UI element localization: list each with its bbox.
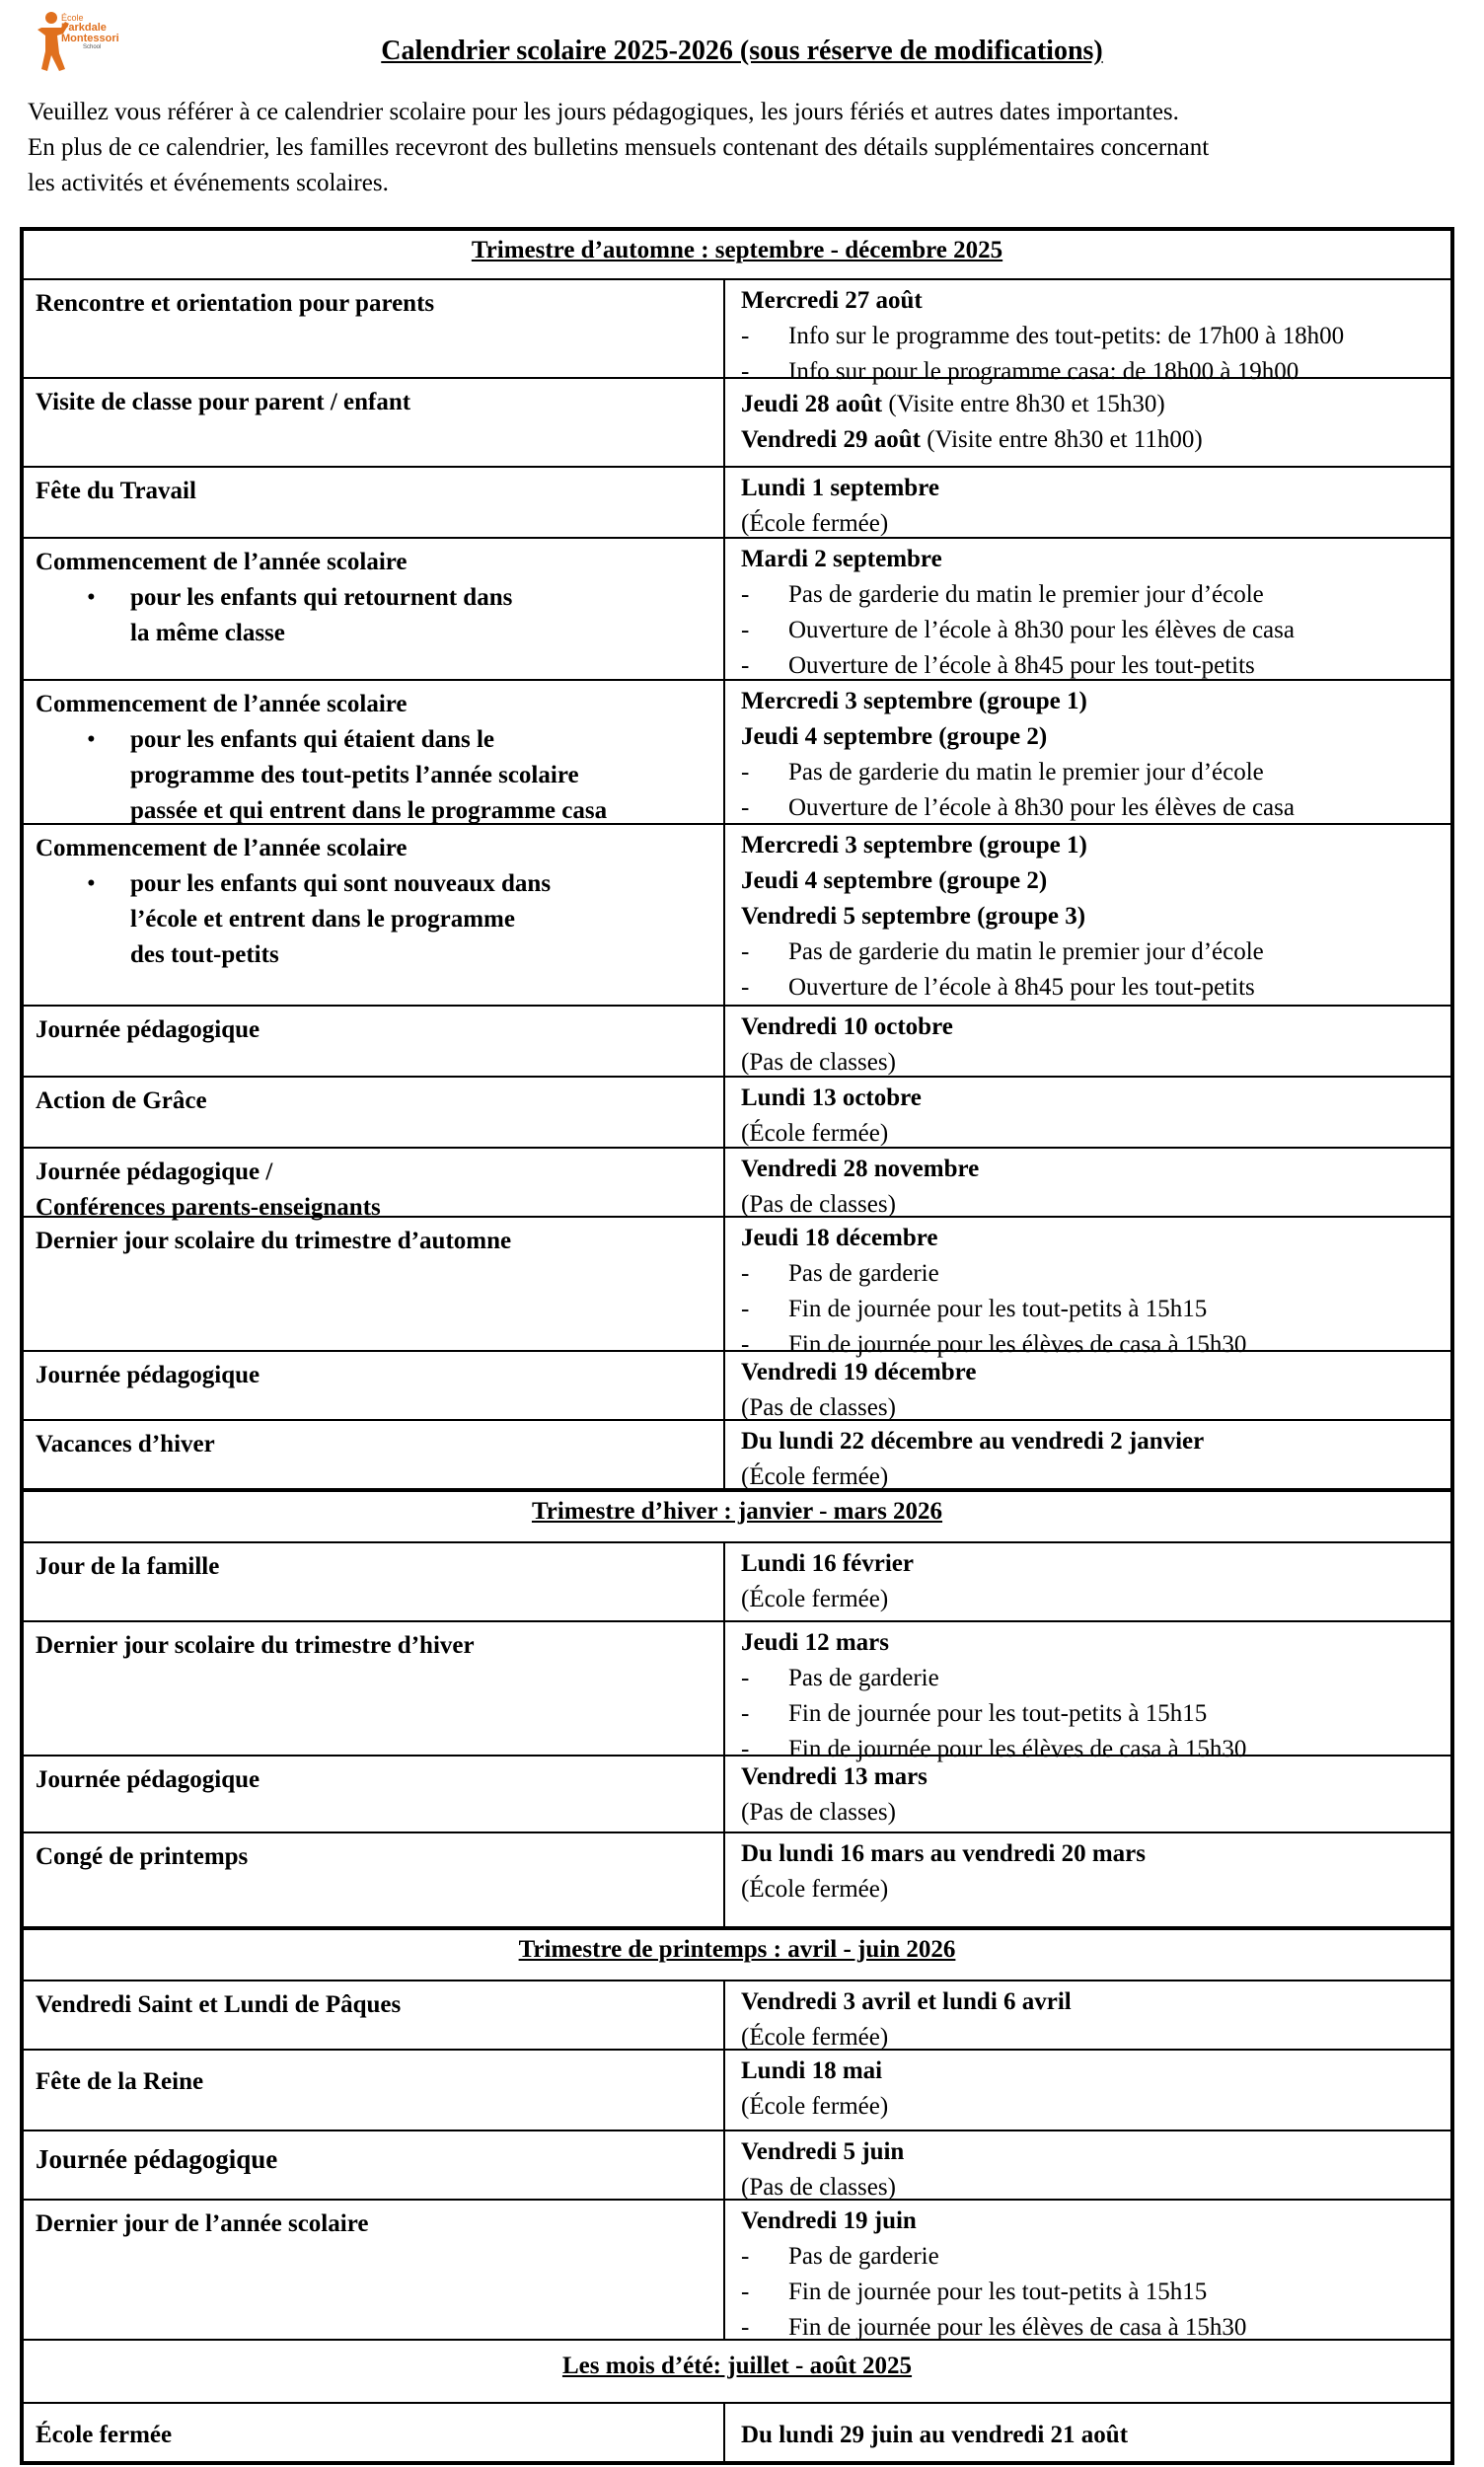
term-header-autumn — [24, 231, 1450, 280]
date-cell: Vendredi 3 avril et lundi 6 avril (École fermée) — [741, 1988, 1072, 2051]
table-row — [24, 1007, 1450, 1078]
event-cell: Dernier jour de l’année scolaire — [24, 2201, 725, 2339]
term-title: Trimestre de printemps : avril - juin 2026 — [518, 1936, 956, 1963]
date-cell: Jeudi 28 août (Visite entre 8h30 et 15h30) Vendredi 29 août (Visite entre 8h30 et 11h00) — [741, 391, 1203, 453]
date-cell: Jeudi 12 mars - Pas de garderie - Fin de journée pour les tout-petits à 15h15 - Fin de journée pour les élèves de casa à 15h30 — [727, 1622, 1450, 1755]
date-cell: Vendredi 19 juin - Pas de garderie - Fin de journée pour les tout-petits à 15h15 - Fin de journée pour les élèves de casa à 15h30 — [727, 2201, 1450, 2339]
event-cell: Fête de la Reine — [24, 2051, 725, 2130]
date-cell: Du lundi 29 juin au vendredi 21 août — [741, 2422, 1129, 2448]
event-cell: Dernier jour scolaire du trimestre d’automne — [24, 1218, 725, 1350]
table-row — [24, 280, 1450, 385]
table-row — [24, 1833, 1450, 1930]
term-header-winter — [24, 1492, 1450, 1543]
event-cell: Journée pédagogique — [24, 2131, 725, 2199]
event-cell: Rencontre et orientation pour parents — [24, 280, 725, 377]
event-cell: Visite de classe pour parent / enfant — [24, 379, 725, 466]
date-cell: Mercredi 27 août - Info sur le programme des tout-petits: de 17h00 à 18h00 - Info sur pour le programme casa: de 18h00 à 19h00 — [727, 280, 1450, 377]
table-row — [24, 1149, 1450, 1221]
date-cell: Vendredi 5 juin (Pas de classes) — [741, 2138, 905, 2201]
event-cell: Vendredi Saint et Lundi de Pâques — [24, 1981, 725, 2049]
intro-line: les activités et événements scolaires. — [28, 170, 389, 196]
table-row — [24, 1622, 1450, 1762]
intro-line: Veuillez vous référer à ce calendrier scolaire pour les jours pédagogiques, les jours fériés et autres dates importantes. — [28, 99, 1179, 125]
event-cell: Commencement de l’année scolaire • pour les enfants qui retournent dans la même classe — [24, 539, 725, 679]
table-row — [24, 1421, 1450, 1492]
date-cell: Du lundi 16 mars au vendredi 20 mars (École fermée) — [741, 1840, 1147, 1903]
calendar-table — [20, 227, 1454, 2465]
date-cell: Vendredi 19 décembre (Pas de classes) — [741, 1359, 977, 1421]
event-cell: Journée pédagogique — [24, 1352, 725, 1419]
event-cell: Commencement de l’année scolaire • pour les enfants qui étaient dans le programme des tout-petits l’année scolaire passée et qui entrent dans le programme casa — [24, 681, 725, 823]
term-header-summer — [24, 2341, 1450, 2404]
date-cell: Lundi 16 février (École fermée) — [741, 1550, 914, 1612]
table-row — [24, 1981, 1450, 2051]
event-cell: Commencement de l’année scolaire • pour les enfants qui sont nouveaux dans l’école et entrent dans le programme des tout-petits — [24, 825, 725, 1005]
table-row — [24, 2051, 1450, 2131]
logo-text: École Parkdale Montessori School — [61, 13, 119, 50]
term-title: Trimestre d’automne : septembre - décembre 2025 — [471, 237, 1003, 263]
table-row — [24, 539, 1450, 681]
table-row — [24, 1352, 1450, 1421]
table-row — [24, 681, 1450, 825]
date-cell: Du lundi 22 décembre au vendredi 2 janvier (École fermée) — [741, 1428, 1205, 1490]
table-row — [24, 825, 1450, 1007]
date-cell: Mercredi 3 septembre (groupe 1) Jeudi 4 septembre (groupe 2) Vendredi 5 septembre (groupe 3) - Pas de garderie du matin le premier jour d’école - Ouverture de l’école à 8h45 pour les tout-petits — [727, 825, 1450, 1005]
event-cell: Action de Grâce — [24, 1078, 725, 1147]
date-cell: Mardi 2 septembre - Pas de garderie du matin le premier jour d’école - Ouverture de l’école à 8h30 pour les élèves de casa - Ouverture de l’école à 8h45 pour les tout-petits — [727, 539, 1450, 679]
date-cell: Lundi 18 mai (École fermée) — [741, 2057, 889, 2120]
intro-paragraph — [28, 95, 1458, 201]
event-cell: École fermée — [24, 2404, 725, 2463]
table-row — [24, 468, 1450, 539]
event-cell: Congé de printemps — [24, 1833, 725, 1926]
table-row — [24, 2201, 1450, 2341]
event-cell: Journée pédagogique — [24, 1757, 725, 1832]
bullet-item: • pour les enfants qui sont nouveaux dans l’école et entrent dans le programme des tout-petits — [36, 866, 723, 973]
table-row — [24, 379, 1450, 468]
page-title: Calendrier scolaire 2025-2026 (sous réserve de modifications) — [381, 36, 1103, 66]
intro-line: En plus de ce calendrier, les familles recevront des bulletins mensuels contenant des détails supplémentaires concernant — [28, 134, 1210, 161]
table-row — [24, 2404, 1450, 2463]
event-cell: Vacances d’hiver — [24, 1421, 725, 1488]
date-cell: Vendredi 28 novembre (Pas de classes) — [741, 1156, 980, 1218]
table-row — [24, 1543, 1450, 1622]
table-row — [24, 1757, 1450, 1833]
date-cell: Vendredi 13 mars (Pas de classes) — [741, 1763, 928, 1826]
bullet-item: • pour les enfants qui étaient dans le programme des tout-petits l’année scolaire passée et qui entrent dans le programme casa — [36, 722, 723, 829]
event-cell: Journée pédagogique — [24, 1007, 725, 1076]
date-cell: Vendredi 10 octobre (Pas de classes) — [741, 1013, 953, 1076]
table-row — [24, 1078, 1450, 1149]
date-cell: Lundi 1 septembre (École fermée) — [741, 475, 939, 537]
table-row — [24, 1218, 1450, 1358]
term-title: Les mois d’été: juillet - août 2025 — [561, 2353, 913, 2379]
table-row — [24, 2131, 1450, 2201]
date-cell: Mercredi 3 septembre (groupe 1) Jeudi 4 septembre (groupe 2) - Pas de garderie du matin le premier jour d’école - Ouverture de l’école à 8h30 pour les élèves de casa — [727, 681, 1450, 823]
date-cell: Lundi 13 octobre (École fermée) — [741, 1084, 922, 1147]
date-cell: Jeudi 18 décembre - Pas de garderie - Fin de journée pour les tout-petits à 15h15 - Fin de journée pour les élèves de casa à 15h30 — [727, 1218, 1450, 1350]
event-cell: Fête du Travail — [24, 468, 725, 537]
bullet-item: • pour les enfants qui retournent dans la même classe — [36, 580, 723, 651]
event-cell: Dernier jour scolaire du trimestre d’hiver — [24, 1622, 725, 1755]
term-header-spring — [24, 1930, 1450, 1981]
event-cell: Jour de la famille — [24, 1543, 725, 1620]
event-cell: Journée pédagogique / Conférences parents-enseignants — [24, 1149, 725, 1216]
term-title: Trimestre d’hiver : janvier - mars 2026 — [531, 1498, 943, 1525]
